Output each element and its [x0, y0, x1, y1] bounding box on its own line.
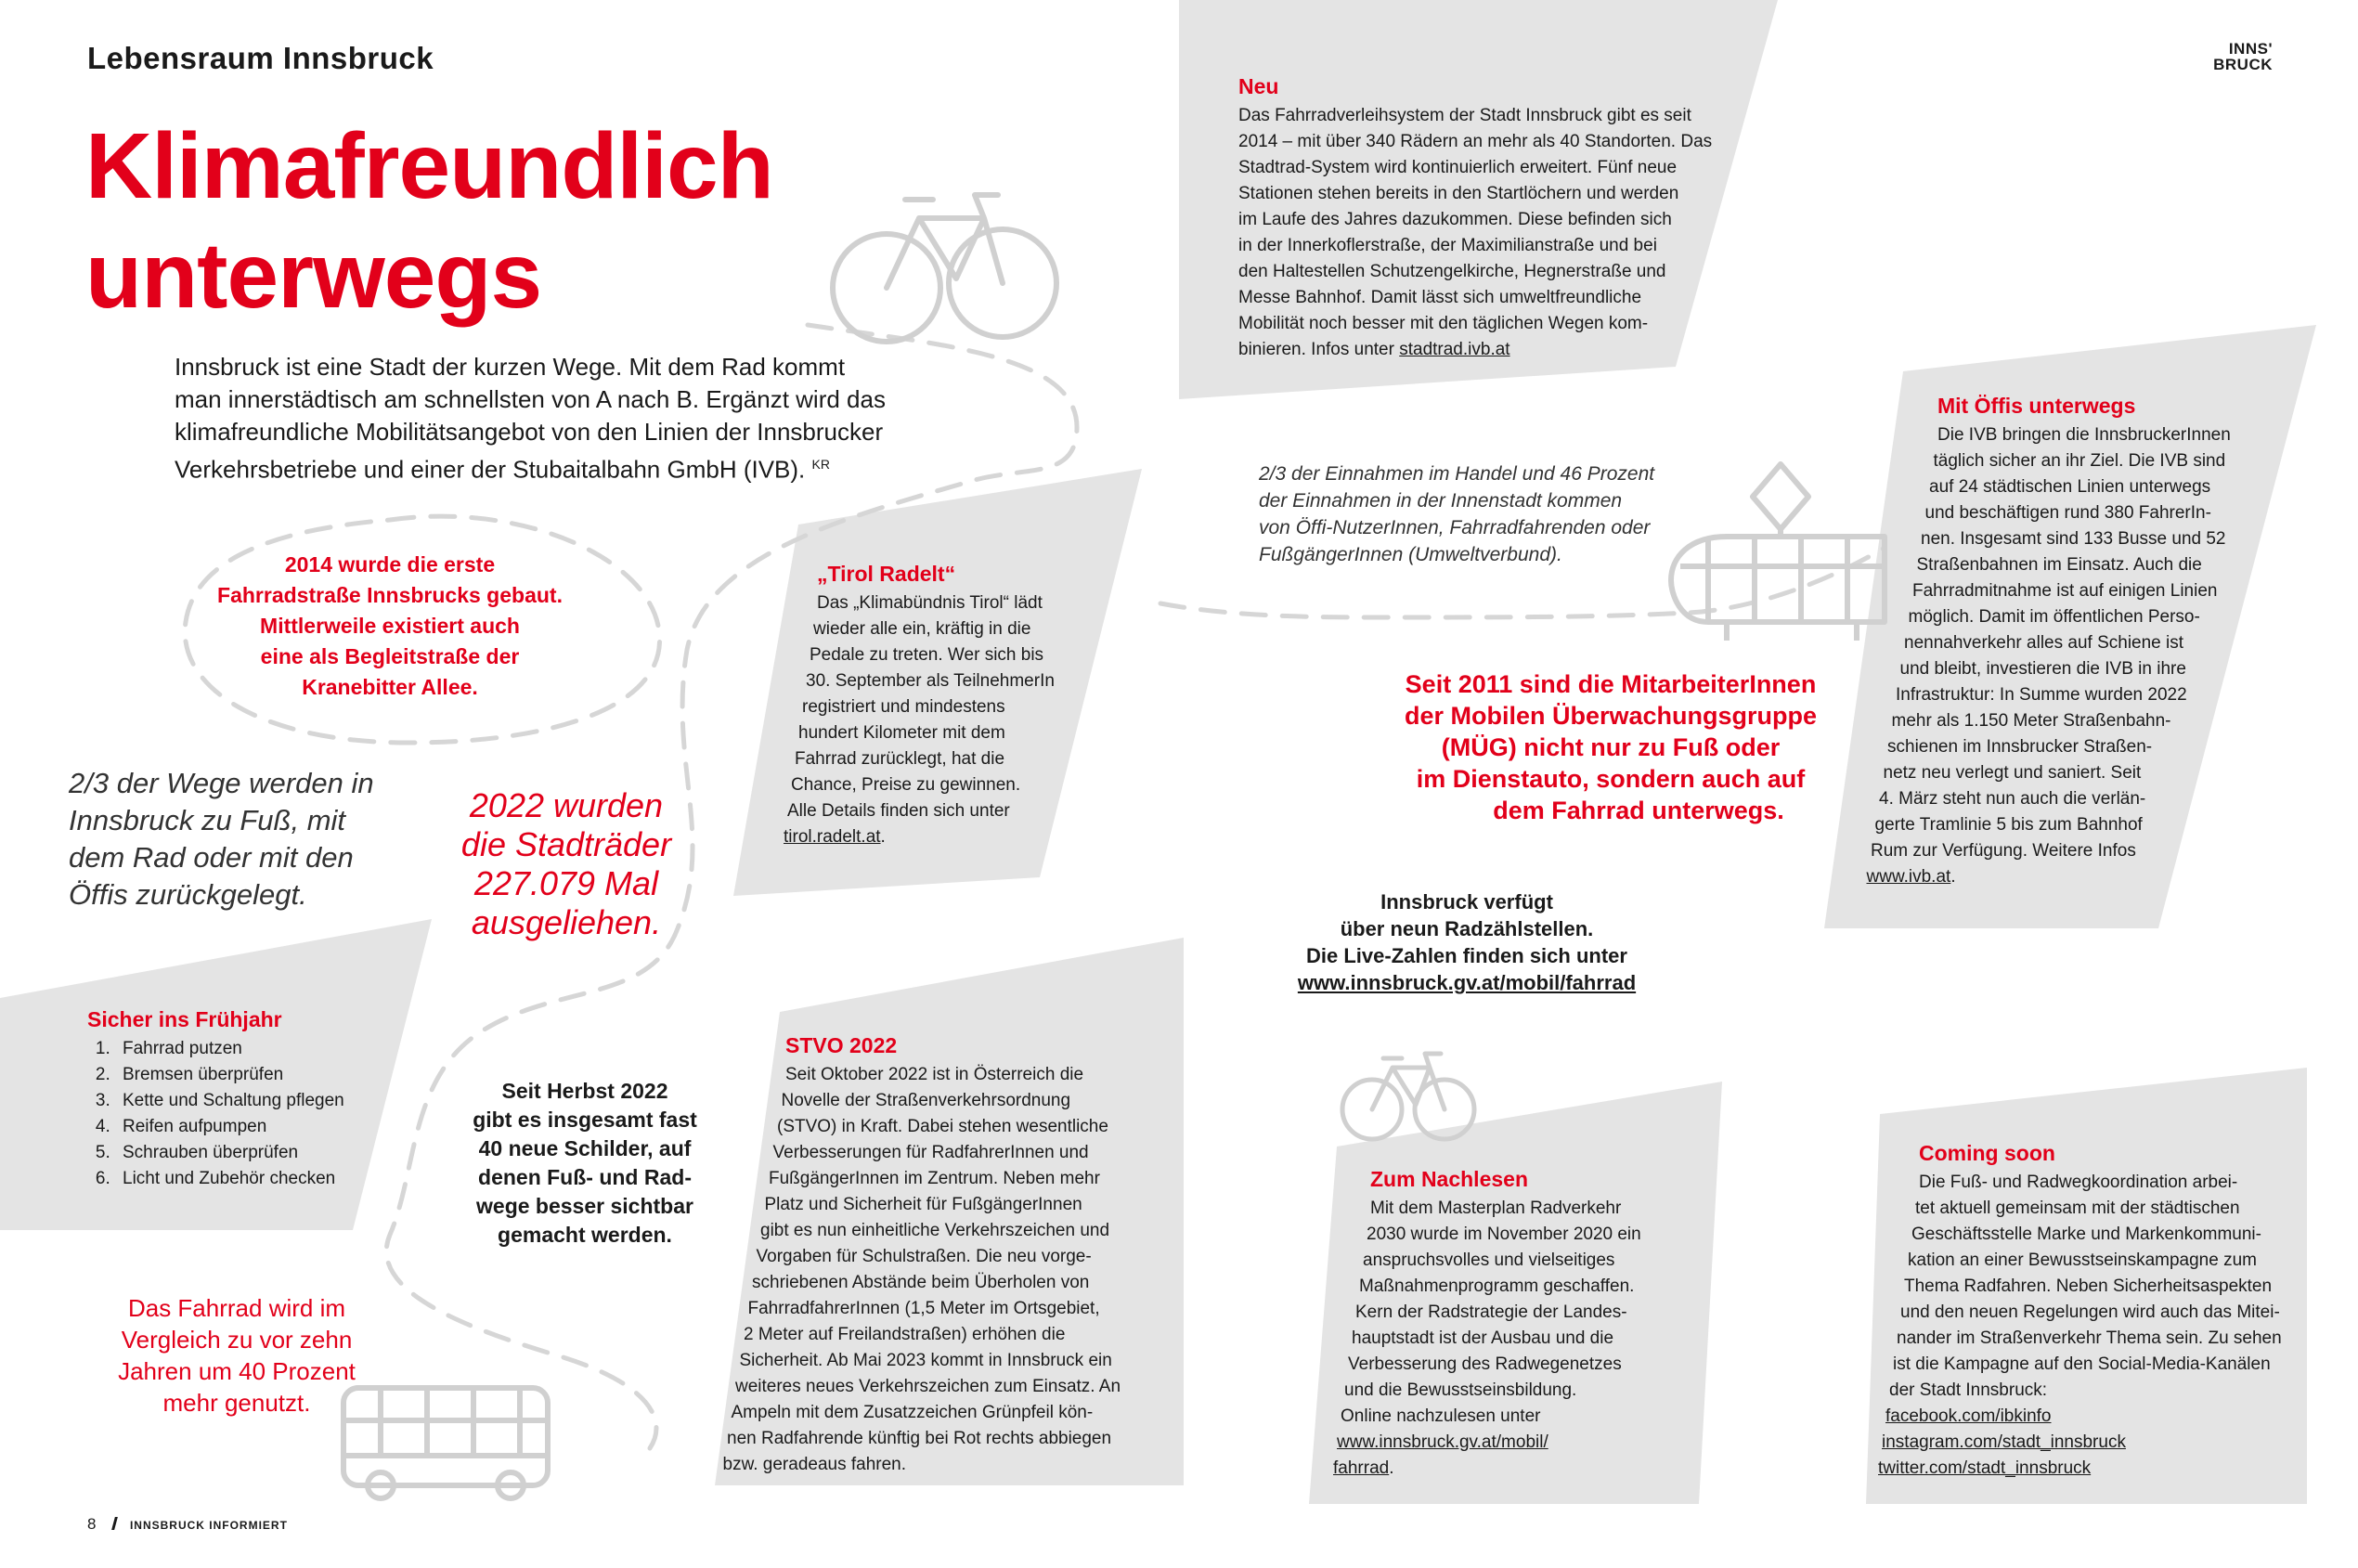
body-line: Das „Klimabündnis Tirol“ lädt — [817, 593, 1043, 613]
fact-line: über neun Radzählstellen. — [1340, 917, 1594, 940]
intro-line: klimafreundliche Mobilitätsangebot von den Linien der Innsbrucker — [175, 418, 884, 446]
fact-einnahmen — [1259, 460, 1695, 568]
intro-line: man innerstädtisch am schnellsten von A nach B. Ergänzt wird das — [175, 385, 886, 413]
body-line: auf 24 städtischen Linien unterwegs — [1929, 477, 2211, 497]
box-neu — [1238, 74, 1721, 363]
footer-divider — [111, 1517, 118, 1530]
body-line: Online nachzulesen unter — [1341, 1406, 1541, 1426]
body-line: 2030 wurde im November 2020 ein — [1367, 1225, 1641, 1244]
body-line: schienen im Innsbrucker Straßen- — [1887, 737, 2153, 757]
fact-line: (MÜG) nicht nur zu Fuß oder — [1441, 733, 1781, 761]
fact-line: der Mobilen Überwachungsgruppe — [1404, 702, 1818, 730]
fact-line: mehr genutzt. — [162, 1389, 311, 1417]
fact-line: Das Fahrrad wird im — [127, 1294, 346, 1322]
fact-line: dem Fahrrad unterwegs. — [1493, 797, 1784, 824]
link[interactable]: fahrrad — [1333, 1458, 1390, 1478]
box-title: Coming soon — [1919, 1141, 2055, 1165]
page-number: 8 — [87, 1515, 97, 1533]
fact-line: eine als Begleitstraße der — [260, 644, 520, 668]
body-line: Verbesserungen für RadfahrerInnen und — [772, 1143, 1089, 1162]
body-line: Novelle der Straßenverkehrsordnung — [781, 1091, 1071, 1110]
title-line-2: unterwegs — [85, 224, 542, 328]
body-line: 2014 – mit über 340 Rädern an mehr als 40 Standorten. Das — [1238, 132, 1713, 151]
link[interactable]: www.ivb.at — [1866, 867, 1951, 887]
fact-radzaehlstellen — [1281, 888, 1652, 996]
fact-line: Jahren um 40 Prozent — [118, 1357, 356, 1385]
body-line: täglich sicher an ihr Ziel. Die IVB sind — [1933, 451, 2226, 471]
body-line: Fahrrad zurücklegt, hat die — [795, 749, 1005, 769]
box-title: Neu — [1238, 74, 1279, 98]
body-line: Chance, Preise zu gewinnen. — [791, 775, 1021, 795]
list-item: 3. Kette und Schaltung pflegen — [115, 1088, 384, 1114]
link[interactable]: www.innsbruck.gv.at/mobil/ — [1337, 1432, 1548, 1452]
tirol-radelt-link[interactable]: tirol.radelt.at — [784, 827, 881, 847]
body-line: Das Fahrradverleihsystem der Stadt Innsbruck gibt es seit — [1238, 106, 1691, 125]
body-line: nander im Straßenverkehr Thema sein. Zu sehen — [1897, 1328, 2282, 1348]
body-line: nennahverkehr alles auf Schiene ist — [1904, 633, 2184, 653]
fact-line: 227.079 Mal — [473, 864, 659, 902]
list-item: 5. Schrauben überprüfen — [115, 1140, 384, 1166]
fact-line: Vergleich zu vor zehn — [121, 1326, 353, 1354]
fact-line: denen Fuß- und Rad- — [478, 1165, 692, 1189]
page-title — [85, 111, 773, 330]
fact-line: Seit 2011 sind die MitarbeiterInnen — [1405, 670, 1817, 698]
body-line: Platz und Sicherheit für FußgängerInnen — [764, 1195, 1082, 1214]
box-stvo-2022 — [722, 1033, 1157, 1478]
body-line: (STVO) in Kraft. Dabei stehen wesentliche — [777, 1117, 1108, 1136]
body-line: mehr als 1.150 Meter Straßenbahn- — [1891, 711, 2171, 731]
fact-stadtraeder — [446, 786, 687, 942]
body-line: 30. September als TeilnehmerIn — [806, 671, 1055, 691]
body-line: und beschäftigen rund 380 FahrerIn- — [1924, 503, 2211, 523]
fact-line: Kranebitter Allee. — [302, 675, 478, 699]
body-line: schriebenen Abstände beim Überholen von — [752, 1273, 1090, 1292]
body-line: kation an einer Bewusstseinskampagne zum — [1908, 1251, 2257, 1270]
body-line: wieder alle ein, kräftig in die — [813, 619, 1031, 639]
box-zum-nachlesen — [1333, 1167, 1686, 1482]
body-line: anspruchsvolles und vielseitiges — [1363, 1251, 1615, 1270]
body-line: Vorgaben für Schulstraßen. Die neu vorge- — [756, 1247, 1092, 1266]
body-line: 4. März steht nun auch die verlän- — [1879, 789, 2146, 809]
body-line: in der Innerkoflerstraße, der Maximilianstraße und bei — [1238, 236, 1657, 255]
body-line: weiteres neues Verkehrszeichen zum Einsatz. An — [735, 1377, 1121, 1396]
fact-line: 2022 wurden — [469, 786, 664, 824]
body-line: Straßenbahnen im Einsatz. Auch die — [1916, 555, 2202, 575]
title-line-1: Klimafreundlich — [85, 114, 773, 218]
body-line: und bleibt, investieren die IVB in ihre — [1899, 659, 2186, 679]
footer-brand: INNSBRUCK INFORMIERT — [129, 1519, 288, 1532]
link[interactable]: twitter.com/stadt_innsbruck — [1878, 1458, 2092, 1478]
fact-line: Innsbruck zu Fuß, mit — [69, 804, 346, 836]
body-line: registriert und mindestens — [802, 697, 1005, 717]
logo-line-1: INNS' — [2228, 40, 2273, 58]
fact-line: 2/3 der Einnahmen im Handel und 46 Prozent — [1259, 463, 1655, 485]
body-line: Rum zur Verfügung. Weitere Infos — [1871, 841, 2136, 861]
bicycle-icon-small — [1342, 1054, 1474, 1139]
box-title: STVO 2022 — [785, 1033, 898, 1057]
fact-line: von Öffi-NutzerInnen, Fahrradfahrenden oder — [1259, 517, 1651, 538]
intro-text — [175, 351, 899, 486]
body-line: Fahrradmitnahme ist auf einigen Linien — [1912, 581, 2218, 601]
fact-mueg — [1365, 668, 1857, 826]
box-title: Zum Nachlesen — [1370, 1167, 1528, 1191]
body-line: Ampeln mit dem Zusatzzeichen Grünpfeil kön- — [731, 1403, 1094, 1422]
body-line: hauptstadt ist der Ausbau und die — [1352, 1328, 1614, 1348]
fact-line: Fahrradstraße Innsbrucks gebaut. — [217, 583, 563, 607]
fact-line: Innsbruck verfügt — [1380, 890, 1553, 914]
body-line: Thema Radfahren. Neben Sicherheitsaspekten — [1904, 1276, 2273, 1296]
inns-bruck-logo — [2191, 41, 2273, 72]
box-coming-soon — [1878, 1141, 2290, 1482]
list-item: 6. Licht und Zubehör checken — [115, 1166, 384, 1192]
body-line: im Laufe des Jahres dazukommen. Diese befinden sich — [1238, 210, 1672, 229]
list-item: 4. Reifen aufpumpen — [115, 1114, 384, 1140]
box-body — [1878, 1170, 2290, 1482]
body-line: bzw. geradeaus fahren. — [722, 1455, 907, 1474]
fact-line: 40 neue Schilder, auf — [478, 1136, 692, 1160]
body-line: und den neuen Regelungen wird auch das Mitei- — [1900, 1302, 2280, 1322]
box-mit-oeffis-unterwegs — [1866, 394, 2253, 890]
body-line: Messe Bahnhof. Damit lässt sich umweltfreundliche — [1238, 288, 1642, 307]
fact-line: Seit Herbst 2022 — [501, 1079, 668, 1103]
fact-schilder — [446, 1077, 724, 1250]
body-line: Die IVB bringen die InnsbruckerInnen — [1937, 425, 2231, 445]
body-line: Pedale zu treten. Wer sich bis — [810, 645, 1044, 665]
body-line: der Stadt Innsbruck: — [1889, 1380, 2048, 1400]
body-line: Mit dem Masterplan Radverkehr — [1370, 1199, 1622, 1218]
body-line: Maßnahmenprogramm geschaffen. — [1359, 1276, 1635, 1296]
body-line: netz neu verlegt und saniert. Seit — [1883, 763, 2142, 783]
body-line: und die Bewusstseinsbildung. — [1344, 1380, 1577, 1400]
fact-line: Mittlerweile existiert auch — [260, 614, 520, 638]
checklist — [87, 1036, 384, 1192]
link[interactable]: instagram.com/stadt_innsbruck — [1882, 1432, 2126, 1452]
tram-icon — [1671, 464, 1885, 641]
box-body — [722, 1062, 1157, 1478]
intro-line: Innsbruck ist eine Stadt der kurzen Wege. Mit dem Rad kommt — [175, 353, 846, 381]
list-item: 1. Fahrrad putzen — [115, 1036, 384, 1062]
section-label: Lebensraum Innsbruck — [87, 41, 434, 75]
body-line: Die Fuß- und Radwegkoordination arbei- — [1919, 1173, 2238, 1192]
fact-line: die Stadträder — [460, 825, 672, 863]
fact-line: gemacht werden. — [498, 1223, 672, 1247]
box-body — [1238, 103, 1721, 363]
body-line: FahrradfahrerInnen (1,5 Meter im Ortsgebiet, — [747, 1299, 1100, 1318]
fact-line: dem Rad oder mit den — [69, 841, 354, 874]
fact-line: wege besser sichtbar — [476, 1194, 693, 1218]
link[interactable]: facebook.com/ibkinfo — [1885, 1406, 2052, 1426]
body-line: nen. Insgesamt sind 133 Busse und 52 — [1921, 529, 2226, 549]
body-line: nen Radfahrende künftig bei Rot rechts abbiegen — [727, 1429, 1112, 1448]
fact-fahrradstrasse — [186, 550, 594, 703]
body-line: Geschäftsstelle Marke und Markenkommuni- — [1911, 1225, 2261, 1244]
box-title: Sicher ins Frühjahr — [87, 1007, 282, 1031]
radzaehlstellen-link[interactable]: www.innsbruck.gv.at/mobil/fahrrad — [1297, 971, 1637, 994]
bicycle-icon — [833, 195, 1056, 342]
fact-line: Öffis zurückgelegt. — [69, 878, 307, 911]
body-line: Kern der Radstrategie der Landes- — [1355, 1302, 1627, 1322]
fact-fahrrad-nutzung — [84, 1292, 390, 1419]
body-line: hundert Kilometer mit dem — [798, 723, 1005, 743]
fact-line: 2014 wurde die erste — [284, 552, 496, 577]
body-line: Stadtrad-System wird kontinuierlich erweitert. Fünf neue — [1238, 158, 1678, 177]
list-item: 2. Bremsen überprüfen — [115, 1062, 384, 1088]
body-line: 2 Meter auf Freilandstraßen) erhöhen die — [744, 1325, 1066, 1344]
body-line: FußgängerInnen im Zentrum. Neben mehr — [769, 1169, 1100, 1188]
body-line: möglich. Damit im öffentlichen Perso- — [1908, 607, 2200, 627]
body-line: Seit Oktober 2022 ist in Österreich die — [785, 1065, 1084, 1084]
body-line: gibt es nun einheitliche Verkehrszeichen und — [760, 1221, 1110, 1240]
author-initials: KR — [811, 457, 830, 472]
body-line: Mobilität noch besser mit den täglichen Wegen kom- — [1238, 314, 1649, 333]
fact-wege — [69, 765, 403, 914]
body-line: Infrastruktur: In Summe wurden 2022 — [1896, 685, 2187, 705]
stadtrad-link[interactable]: stadtrad.ivb.at — [1399, 340, 1510, 359]
body-line: Sicherheit. Ab Mai 2023 kommt in Innsbruck ein — [739, 1351, 1112, 1370]
fact-line: im Dienstauto, sondern auch auf — [1416, 765, 1806, 793]
box-body: Das „Klimabündnis Tirol“ lädt wieder alle ein, kräftig in die Pedale zu treten. Wer sich bis 30. September als TeilnehmerIn registriert und mindestens hundert Kilometer mit dem Fahrrad zurücklegt, hat die Chance, Preise zu gewinnen. Alle Details finden sich unter tirol.radelt.at. — [817, 590, 1114, 850]
fact-line: Die Live-Zahlen finden sich unter — [1306, 944, 1627, 967]
fact-line: 2/3 der Wege werden in — [69, 767, 374, 799]
box-body: Die IVB bringen die InnsbruckerInnen täglich sicher an ihr Ziel. Die IVB sind auf 24 städtischen Linien unterwegs und beschäftigen rund 380 FahrerIn- nen. Insgesamt sind 133 Busse und 52 Straßenbahnen im Einsatz. Auch die Fahrradmitnahme ist auf einigen Linien möglich. Damit im öffentlichen Perso- nennahverkehr alles auf Schiene ist und bleibt, investieren die IVB in ihre Infrastruktur: In Summe wurden 2022 mehr als 1.150 Meter Straßenbahn- schienen im Innsbrucker Straßen- netz neu verlegt und saniert. Seit 4. März steht nun auch die verlän- gerte Tramlinie 5 bis zum Bahnhof Rum zur Verfügung. Weitere Infos www.ivb.at. — [1937, 422, 2253, 890]
box-tirol-radelt — [784, 562, 1114, 850]
fact-line: gibt es insgesamt fast — [473, 1108, 697, 1132]
body-line: binieren. Infos unter stadtrad.ivb.at — [1238, 340, 1510, 359]
box-title: „Tirol Radelt“ — [817, 562, 956, 586]
fact-line: FußgängerInnen (Umweltverbund). — [1259, 544, 1562, 565]
intro-line: Verkehrsbetriebe und einer der Stubaitalbahn GmbH (IVB). $^{KR}$ — [175, 455, 830, 484]
body-line: Stationen stehen bereits in den Startlöchern und werden — [1238, 184, 1679, 203]
body-line: tet aktuell gemeinsam mit der städtischen — [1915, 1199, 2240, 1218]
logo-line-2: BRUCK — [2213, 56, 2273, 73]
body-line: Verbesserung des Radwegenetzes — [1348, 1354, 1622, 1374]
fact-line: ausgeliehen. — [471, 903, 662, 941]
body-line: den Haltestellen Schutzengelkirche, Hegnerstraße und — [1238, 262, 1666, 281]
box-body: Mit dem Masterplan Radverkehr 2030 wurde im November 2020 ein anspruchsvolles und vielseitiges Maßnahmenprogramm geschaffen. Kern der Radstrategie der Landes- hauptstadt ist der Ausbau und die Verbesserung des Radwegenetzes und die Bewusstseinsbildung. Online nachzulesen unter www.innsbruck.gv.at/mobil/ fahrrad. — [1370, 1196, 1686, 1482]
body-line: gerte Tramlinie 5 bis zum Bahnhof — [1874, 815, 2143, 835]
box-sicher-ins-fruehjahr — [87, 1007, 384, 1192]
page-footer — [87, 1515, 288, 1534]
body-line: Alle Details finden sich unter — [787, 801, 1010, 821]
fact-line: der Einnahmen in der Innenstadt kommen — [1259, 490, 1623, 512]
body-line: ist die Kampagne auf den Social-Media-Kanälen — [1893, 1354, 2271, 1374]
box-title: Mit Öffis unterwegs — [1937, 394, 2136, 418]
